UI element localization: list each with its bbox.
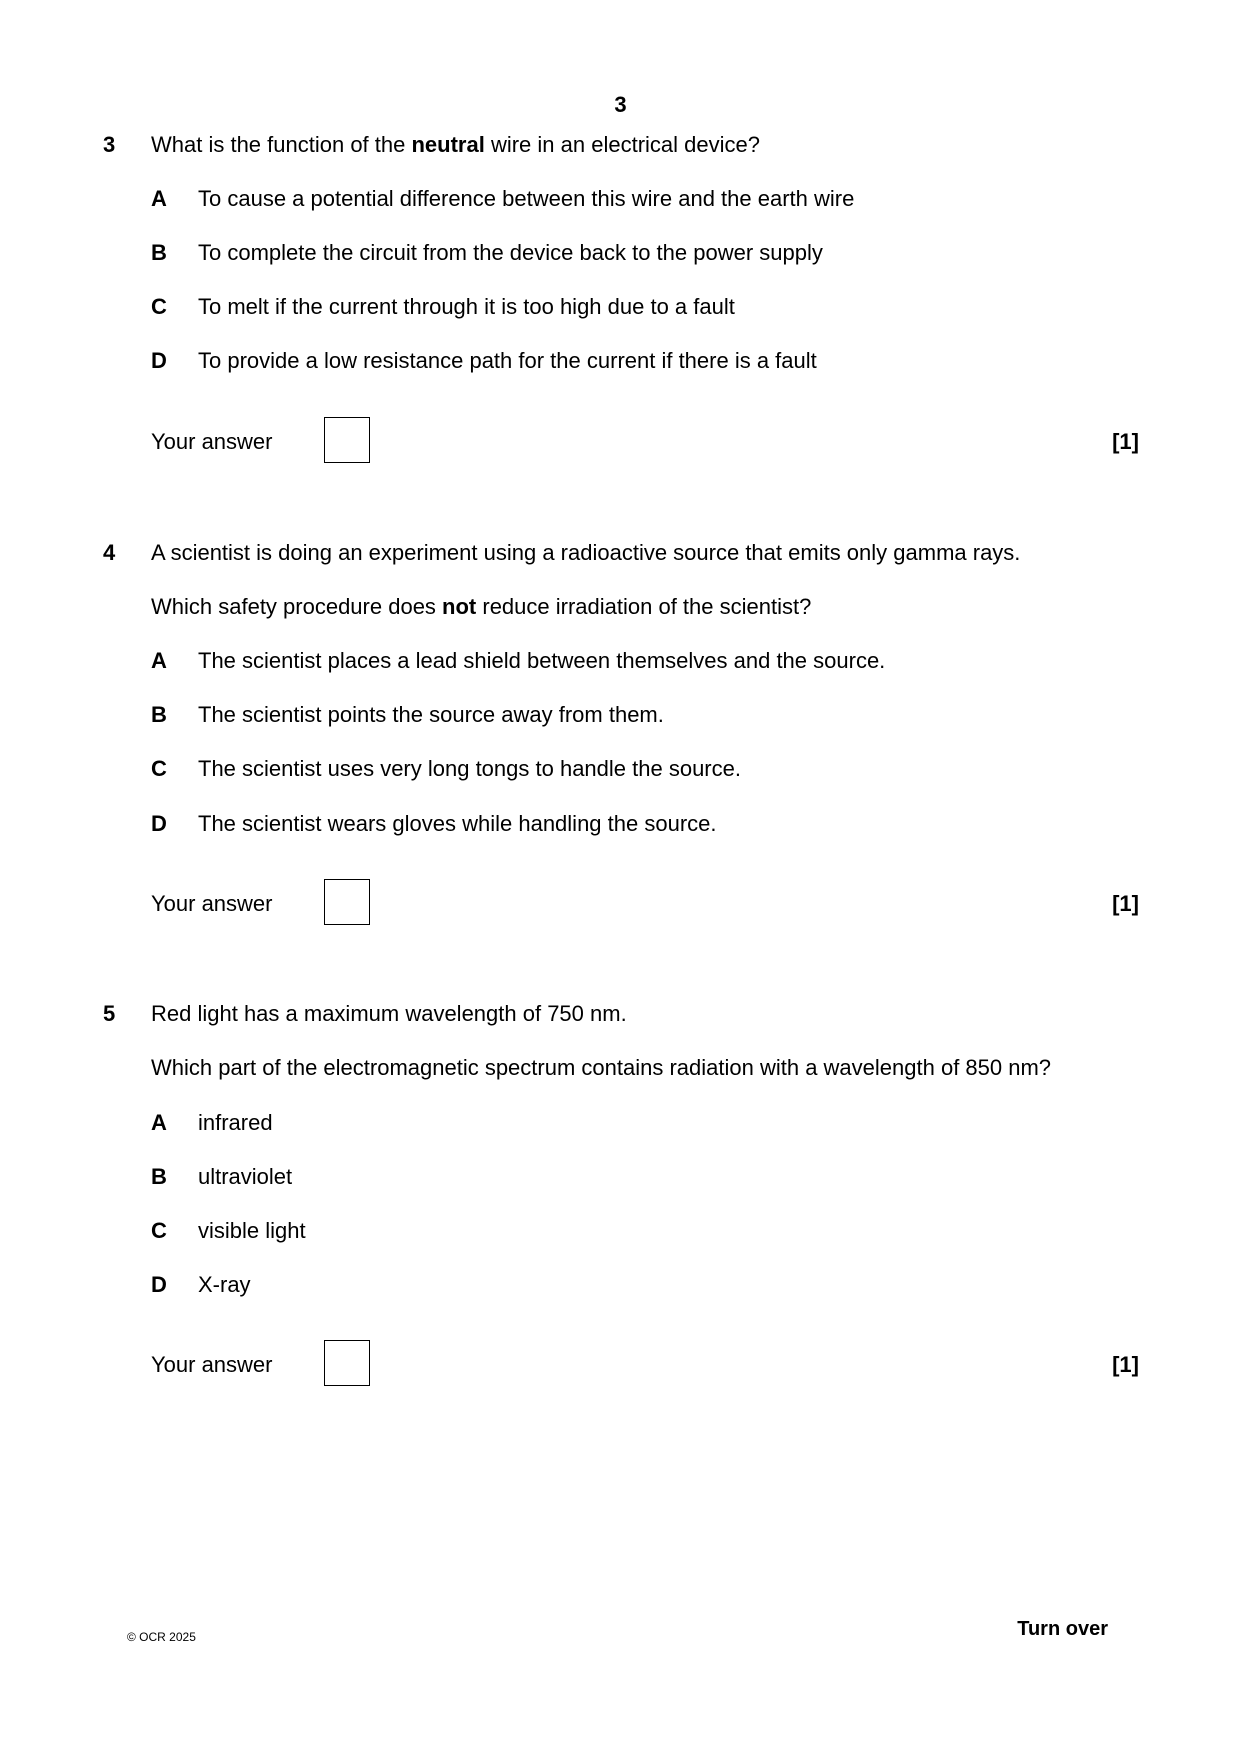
option-b-text: ultraviolet <box>198 1164 293 1189</box>
answer-box[interactable] <box>324 879 370 925</box>
marks-label: [1] <box>1112 891 1139 916</box>
answer-box[interactable] <box>324 417 370 463</box>
option-b-letter: B <box>151 702 167 727</box>
option-b-text: To complete the circuit from the device back to the power supply <box>198 240 823 265</box>
option-b-text: The scientist points the source away from them. <box>198 702 664 727</box>
option-a-letter: A <box>151 1110 167 1135</box>
emphasis: neutral <box>411 132 485 157</box>
copyright-notice: © OCR 2025 <box>127 1630 196 1644</box>
question-number: 3 <box>103 132 116 157</box>
option-a-letter: A <box>151 648 167 673</box>
option-d-text: The scientist wears gloves while handling the source. <box>198 811 717 836</box>
question-number: 4 <box>103 540 116 565</box>
option-d-text: To provide a low resistance path for the current if there is a fault <box>198 348 817 373</box>
emphasis: not <box>442 594 477 619</box>
option-b-letter: B <box>151 240 167 265</box>
page-number: 3 <box>614 92 627 117</box>
question-stem: Which safety procedure does not reduce irradiation of the scientist? <box>151 594 812 619</box>
option-a-letter: A <box>151 186 167 211</box>
answer-box[interactable] <box>324 1340 370 1386</box>
option-d-text: X-ray <box>198 1272 251 1297</box>
option-c-letter: C <box>151 756 167 781</box>
question-intro: A scientist is doing an experiment using a radioactive source that emits only gamma rays. <box>151 540 1021 565</box>
option-d-letter: D <box>151 348 167 373</box>
option-d-letter: D <box>151 811 167 836</box>
option-b-letter: B <box>151 1164 167 1189</box>
option-c-text: To melt if the current through it is too high due to a fault <box>198 294 735 319</box>
option-a-text: infrared <box>198 1110 273 1135</box>
option-a-text: To cause a potential difference between this wire and the earth wire <box>198 186 855 211</box>
option-c-letter: C <box>151 294 167 319</box>
option-c-letter: C <box>151 1218 167 1243</box>
turn-over-label: Turn over <box>1017 1618 1108 1640</box>
answer-label: Your answer <box>151 429 273 454</box>
answer-label: Your answer <box>151 1352 273 1377</box>
option-c-text: The scientist uses very long tongs to handle the source. <box>198 756 741 781</box>
option-d-letter: D <box>151 1272 167 1297</box>
marks-label: [1] <box>1112 429 1139 454</box>
question-number: 5 <box>103 1001 116 1026</box>
answer-label: Your answer <box>151 891 273 916</box>
marks-label: [1] <box>1112 1352 1139 1377</box>
question-stem: What is the function of the neutral wire in an electrical device? <box>151 132 760 157</box>
option-a-text: The scientist places a lead shield between themselves and the source. <box>198 648 886 673</box>
question-stem: Which part of the electromagnetic spectrum contains radiation with a wavelength of 850 nm? <box>151 1055 1052 1080</box>
question-intro: Red light has a maximum wavelength of 750 nm. <box>151 1001 627 1026</box>
option-c-text: visible light <box>198 1218 306 1243</box>
